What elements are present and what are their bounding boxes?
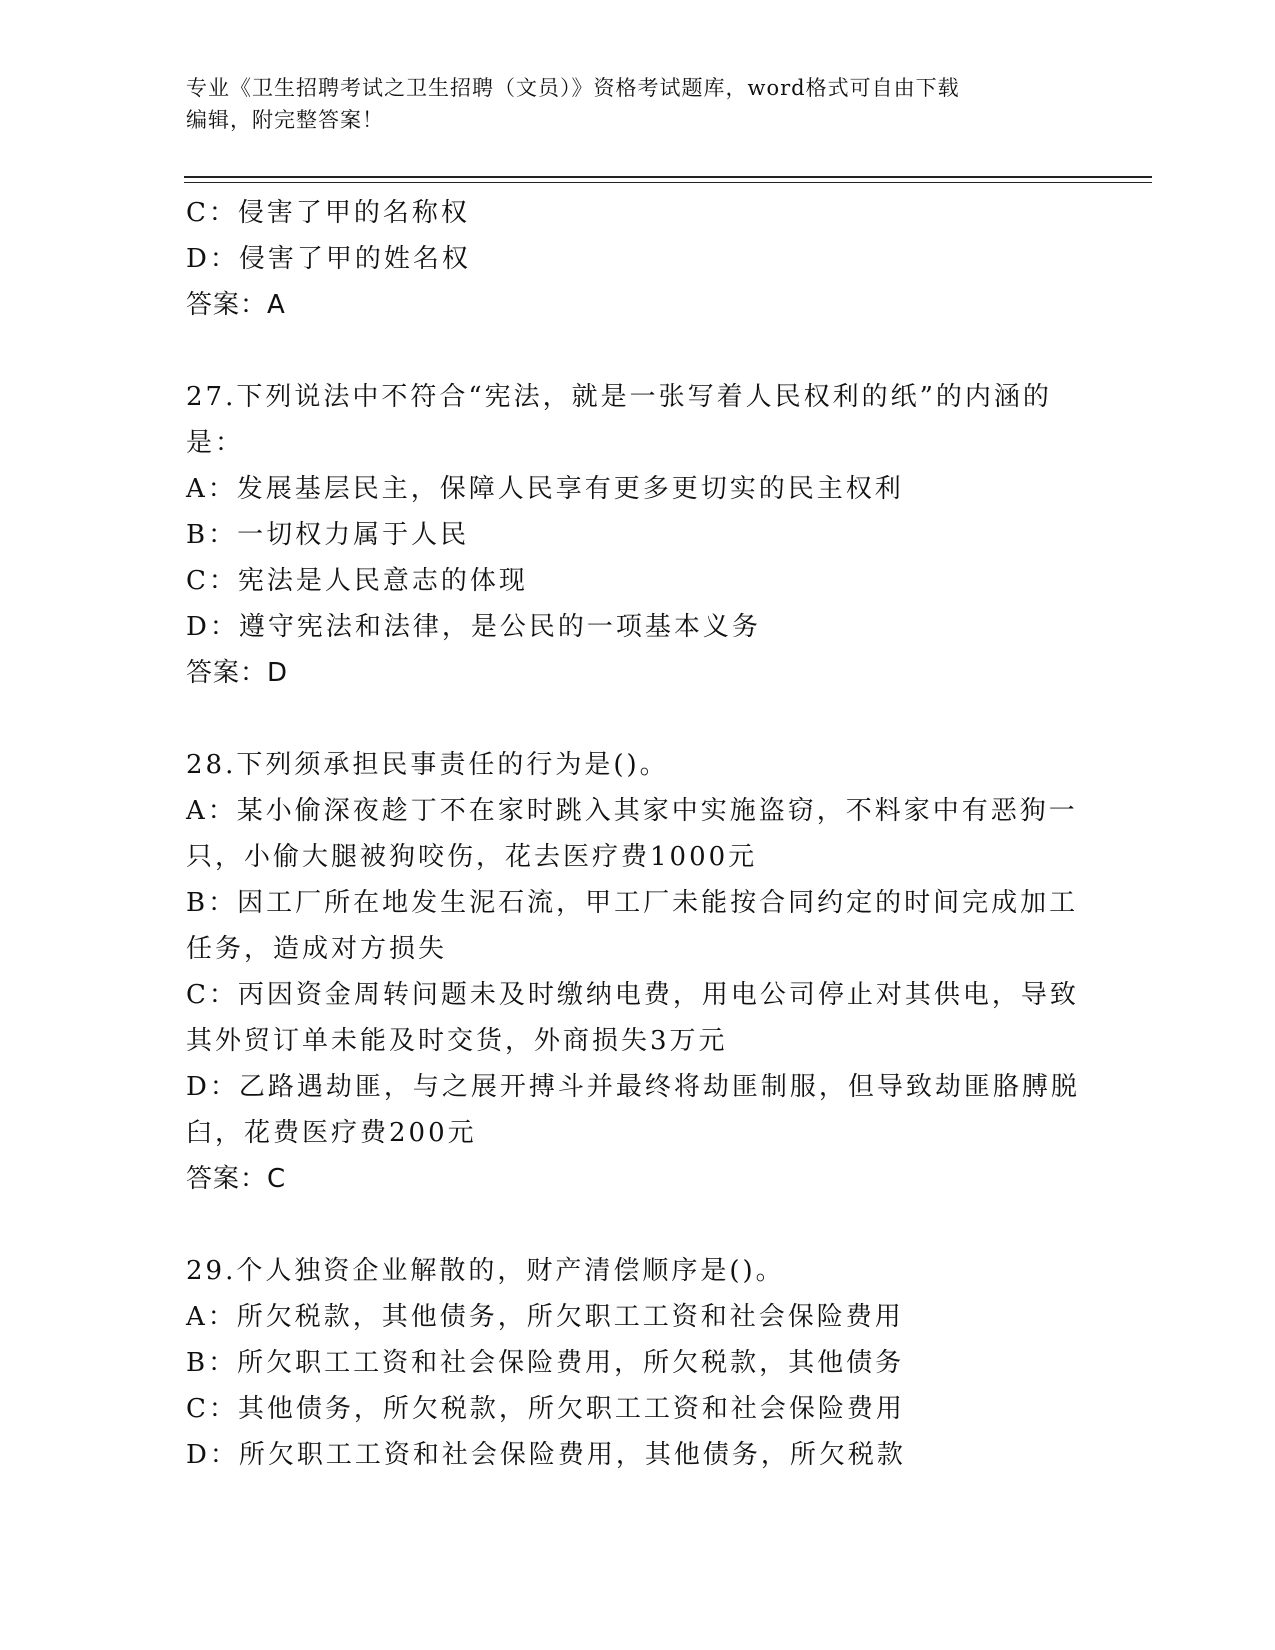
option-a-cont: 只，小偷大腿被狗咬伤，花去医疗费1000元 <box>186 842 758 872</box>
option-d: D：乙路遇劫匪，与之展开搏斗并最终将劫匪制服，但导致劫匪胳膊脱 <box>186 1072 1080 1102</box>
question-29 <box>186 1248 1086 1478</box>
spacer <box>186 1202 1086 1248</box>
option-c: C：宪法是人民意志的体现 <box>186 566 528 596</box>
option-a: A：所欠税款，其他债务，所欠职工工资和社会保险费用 <box>186 1302 904 1332</box>
option-c: C：其他债务，所欠税款，所欠职工工资和社会保险费用 <box>186 1394 905 1424</box>
option-d: D：侵害了甲的姓名权 <box>186 244 471 274</box>
option-b: B：因工厂所在地发生泥石流，甲工厂未能按合同约定的时间完成加工 <box>186 888 1079 918</box>
answer-line: 答案：C <box>186 1164 287 1194</box>
question-stem: 27.下列说法中不符合“宪法，就是一张写着人民权利的纸”的内涵的 <box>186 382 1052 412</box>
option-a: A：发展基层民主，保障人民享有更多更切实的民主权利 <box>186 474 904 504</box>
option-c-cont: 其外贸订单未能及时交货，外商损失3万元 <box>186 1026 728 1056</box>
question-27 <box>186 374 1086 696</box>
question-list <box>186 190 1086 1478</box>
header-divider-thick <box>184 176 1152 178</box>
option-d: D：所欠职工工资和社会保险费用，其他债务，所欠税款 <box>186 1440 906 1470</box>
question-stem-cont: 是： <box>186 428 245 458</box>
question-26-tail <box>186 190 1086 328</box>
option-c: C：丙因资金周转问题未及时缴纳电费，用电公司停止对其供电，导致 <box>186 980 1079 1010</box>
option-b-cont: 任务，造成对方损失 <box>186 934 448 964</box>
option-b: B：一切权力属于人民 <box>186 520 470 550</box>
question-28 <box>186 742 1086 1202</box>
option-d-cont: 臼，花费医疗费200元 <box>186 1118 477 1148</box>
header-line-1: 专业《卫生招聘考试之卫生招聘（文员）》资格考试题库，word格式可自由下载 <box>186 76 960 100</box>
header-line-2: 编辑，附完整答案！ <box>186 108 384 132</box>
document-header <box>186 72 1066 136</box>
option-a: A：某小偷深夜趁丁不在家时跳入其家中实施盗窃，不料家中有恶狗一 <box>186 796 1078 826</box>
question-stem: 29.个人独资企业解散的，财产清偿顺序是()。 <box>186 1256 785 1286</box>
option-c: C：侵害了甲的名称权 <box>186 198 470 228</box>
option-b: B：所欠职工工资和社会保险费用，所欠税款，其他债务 <box>186 1348 905 1378</box>
answer-line: 答案：D <box>186 658 289 688</box>
option-d: D：遵守宪法和法律，是公民的一项基本义务 <box>186 612 761 642</box>
question-stem: 28.下列须承担民事责任的行为是()。 <box>186 750 669 780</box>
header-divider-thin <box>184 182 1152 183</box>
spacer <box>186 696 1086 742</box>
spacer <box>186 328 1086 374</box>
answer-line: 答案：A <box>186 290 286 320</box>
